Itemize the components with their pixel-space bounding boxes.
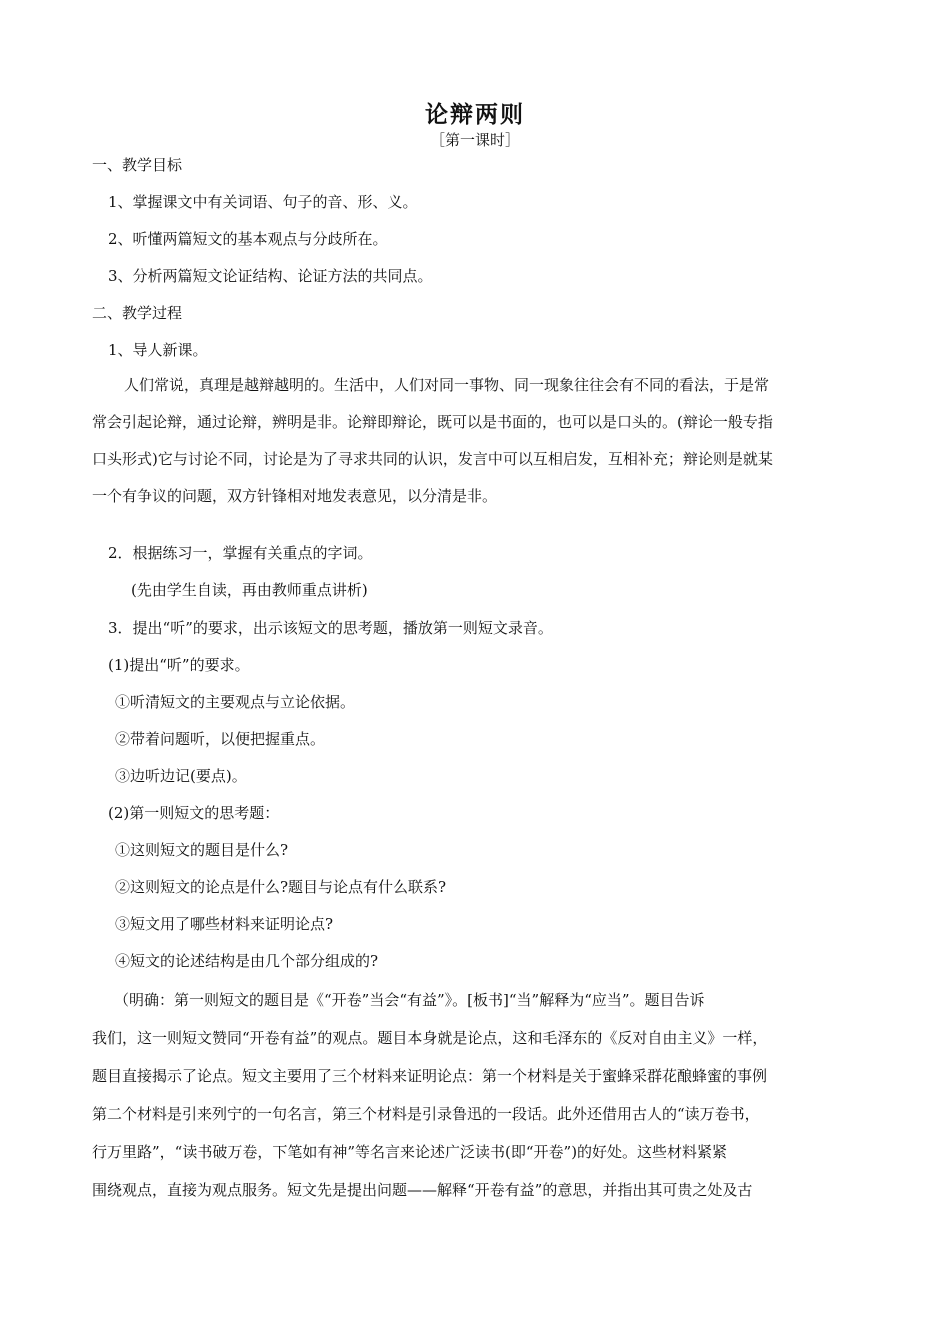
answer-line: 行万里路”，“读书破万卷，下笔如有神”等名言来论述广泛读书(即“开卷”)的好处。这些材料紧紧 xyxy=(92,1143,728,1161)
intro-line: 口头形式)它与讨论不同，讨论是为了寻求共同的认识，发言中可以互相启发，互相补充；辩论则是就某 xyxy=(92,450,773,468)
answer-paragraph xyxy=(92,981,862,1209)
listening-requirement-1: ①听清短文的主要观点与立论依据。 xyxy=(115,693,356,711)
process-step-1: 1、导人新课。 xyxy=(108,341,208,359)
lesson-period: ［第一课时］ xyxy=(429,131,520,149)
answer-line: 围绕观点，直接为观点服务。短文先是提出问题——解释“开卷有益”的意思，并指出其可贵之处及古 xyxy=(92,1181,753,1199)
intro-paragraph xyxy=(92,367,862,515)
goal-item-3: 3、分析两篇短文论证结构、论证方法的共同点。 xyxy=(108,267,433,285)
question-4: ④短文的论述结构是由几个部分组成的? xyxy=(115,952,379,970)
section-heading-goals: 一、教学目标 xyxy=(92,156,183,174)
intro-line: 常会引起论辩，通过论辩，辨明是非。论辩即辩论，既可以是书面的，也可以是口头的。(辩论一般专指 xyxy=(92,413,773,431)
answer-line: 题目直接揭示了论点。短文主要用了三个材料来证明论点：第一个材料是关于蜜蜂采群花酿蜂蜜的事例 xyxy=(92,1067,768,1085)
section-heading-process: 二、教学过程 xyxy=(92,304,183,322)
document-title: 论辩两则 xyxy=(425,101,525,128)
intro-line: 人们常说，真理是越辩越明的。生活中，人们对同一事物、同一现象往往会有不同的看法，于是常 xyxy=(124,376,770,394)
listening-requirement-2: ②带着问题听，以便把握重点。 xyxy=(115,730,326,748)
answer-line: （明确：第一则短文的题目是《“开卷”当会“有益”》。[板书]“当”解释为“应当”。题目告诉 xyxy=(114,991,705,1009)
question-2: ②这则短文的论点是什么?题目与论点有什么联系? xyxy=(115,878,447,896)
listening-requirement-3: ③边听边记(要点)。 xyxy=(115,767,247,785)
question-3: ③短文用了哪些材料来证明论点? xyxy=(115,915,334,933)
answer-line: 我们，这一则短文赞同“开卷有益”的观点。题目本身就是论点，这和毛泽东的《反对自由主义》一样， xyxy=(92,1029,768,1047)
process-step-3: 3．提出“听”的要求，出示该短文的思考题，播放第一则短文录音。 xyxy=(108,619,553,637)
process-step-2-note: (先由学生自读，再由教师重点讲析) xyxy=(131,581,368,599)
intro-line: 一个有争议的问题，双方针锋相对地发表意见，以分清是非。 xyxy=(92,487,498,505)
answer-line: 第二个材料是引来列宁的一句名言，第三个材料是引录鲁迅的一段话。此外还借用古人的“读万卷书， xyxy=(92,1105,760,1123)
questions-heading: (2)第一则短文的思考题： xyxy=(108,804,280,822)
process-step-2: 2．根据练习一，掌握有关重点的字词。 xyxy=(108,544,373,562)
question-1: ①这则短文的题目是什么? xyxy=(115,841,289,859)
goal-item-2: 2、听懂两篇短文的基本观点与分歧所在。 xyxy=(108,230,388,248)
listening-requirements-heading: (1)提出“听”的要求。 xyxy=(108,656,250,674)
goal-item-1: 1、掌握课文中有关词语、句子的音、形、义。 xyxy=(108,193,418,211)
